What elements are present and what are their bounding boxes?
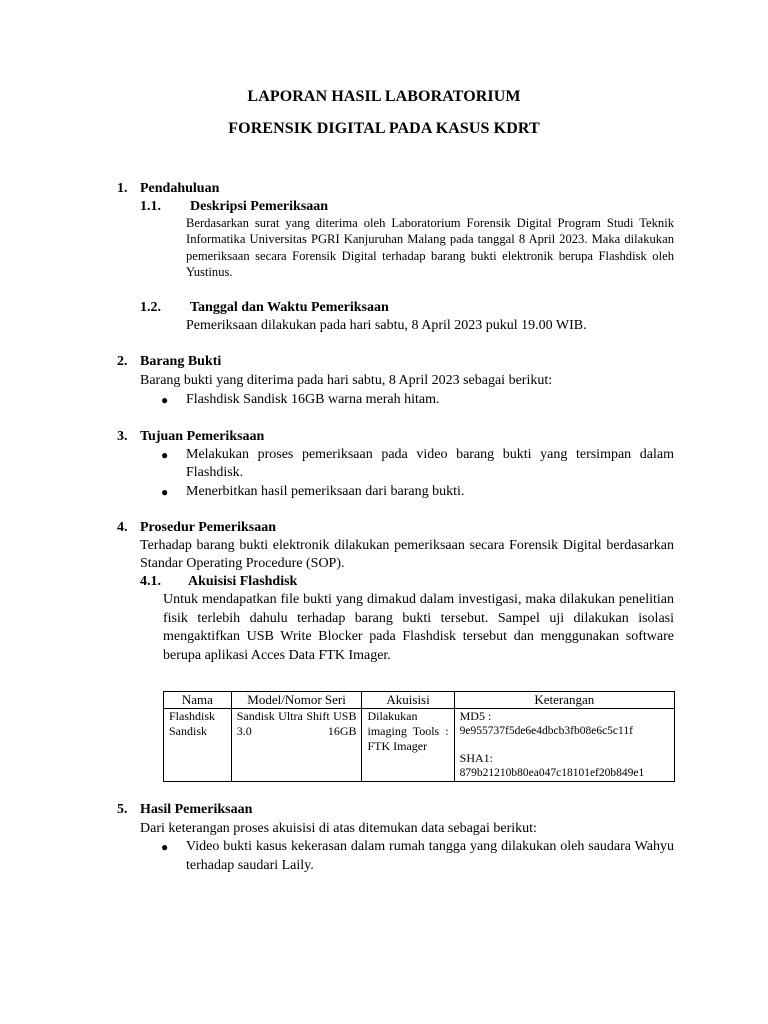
subsection-1-1-heading: Deskripsi Pemeriksaan [190,199,329,214]
table-header-row [164,692,675,709]
subsection-1-2-number: 1.2. [140,300,161,315]
report-title-line-2: FORENSIK DIGITAL PADA KASUS KDRT [228,120,540,137]
section-3-bullet-2: Menerbitkan hasil pemeriksaan dari barang bukti. [186,484,465,499]
table-header-nama: Nama [164,692,232,709]
cell-akuisisi: Dilakukan imaging Tools : FTK Imager [362,709,454,782]
subsection-1-1-number: 1.1. [140,199,161,214]
section-2-heading: Barang Bukti [140,354,222,369]
section-2-text: Barang bukti yang diterima pada hari sabtu, 8 April 2023 sebagai berikut: [140,373,553,388]
section-3-bullet-1: Melakukan proses pemeriksaan pada video barang bukti yang tersimpan dalam Flashdisk. [186,447,674,480]
section-3-number: 3. [117,429,128,444]
sha1-label: SHA1: [459,751,493,765]
sha1-value: 879b21210b80ea047c18101ef20b849e1 [459,767,645,779]
subsection-1-2-text: Pemeriksaan dilakukan pada hari sabtu, 8 April 2023 pukul 19.00 WIB. [186,318,587,333]
cell-model: Sandisk Ultra Shift USB 3.0 16GB [231,709,362,782]
section-5-number: 5. [117,802,128,817]
report-title-line-1: LAPORAN HASIL LABORATORIUM [247,88,521,105]
section-4-text: Terhadap barang bukti elektronik dilakukan pemeriksaan secara Forensik Digital berdasarkan Standar Operating Procedure (SOP). [140,538,674,571]
section-3-heading: Tujuan Pemeriksaan [140,429,265,444]
table-row [164,709,675,782]
cell-nama: Flashdisk Sandisk [164,709,232,782]
section-4-number: 4. [117,520,128,535]
bullet-icon: ● [161,840,169,854]
section-5-heading: Hasil Pemeriksaan [140,802,253,817]
md5-value: 9e955737f5de6e4dbcb3fb08e6c5c11f [459,725,633,737]
bullet-icon: ● [161,393,169,407]
table-header-keterangan: Keterangan [454,692,674,709]
section-1-number: 1. [117,181,128,196]
subsection-4-1-number: 4.1. [140,574,161,589]
section-1-heading: Pendahuluan [140,181,220,196]
section-2-number: 2. [117,354,128,369]
subsection-1-2-heading: Tanggal dan Waktu Pemeriksaan [190,300,389,315]
acquisition-table [163,691,675,782]
bullet-icon: ● [161,485,169,499]
md5-label: MD5 : [459,709,492,723]
table-header-model: Model/Nomor Seri [231,692,362,709]
subsection-4-1-text: Untuk mendapatkan file bukti yang dimakud dalam investigasi, maka dilakukan penelitian fisik terlebih dahulu terhadap barang bukti tersebut. Sampel uji dilakukan isolasi mengaktifkan USB Write Blocker pada Flashdisk tersebut dan menggunakan software berupa aplikasi Acces Data FTK Imager. [163,592,674,663]
subsection-4-1-heading: Akuisisi Flashdisk [188,574,298,589]
bullet-icon: ● [161,448,169,462]
section-5-text: Dari keterangan proses akuisisi di atas ditemukan data sebagai berikut: [140,821,537,836]
cell-keterangan [454,709,674,782]
section-4-heading: Prosedur Pemeriksaan [140,520,276,535]
subsection-1-1-text: Berdasarkan surat yang diterima oleh Laboratorium Forensik Digital Program Studi Teknik Informatika Universitas PGRI Kanjuruhan Malang pada tanggal 8 April 2023. Maka dilakukan pemeriksaan secara Forensik Digital terhadap barang bukti elektronik berupa Flashdisk oleh Yustinus. [186,216,674,280]
table-header-akuisisi: Akuisisi [362,692,454,709]
section-2-bullet-1: Flashdisk Sandisk 16GB warna merah hitam. [186,392,440,407]
section-5-bullet-1: Video bukti kasus kekerasan dalam rumah tangga yang dilakukan oleh saudara Wahyu terhadap saudari Laily. [186,839,674,873]
